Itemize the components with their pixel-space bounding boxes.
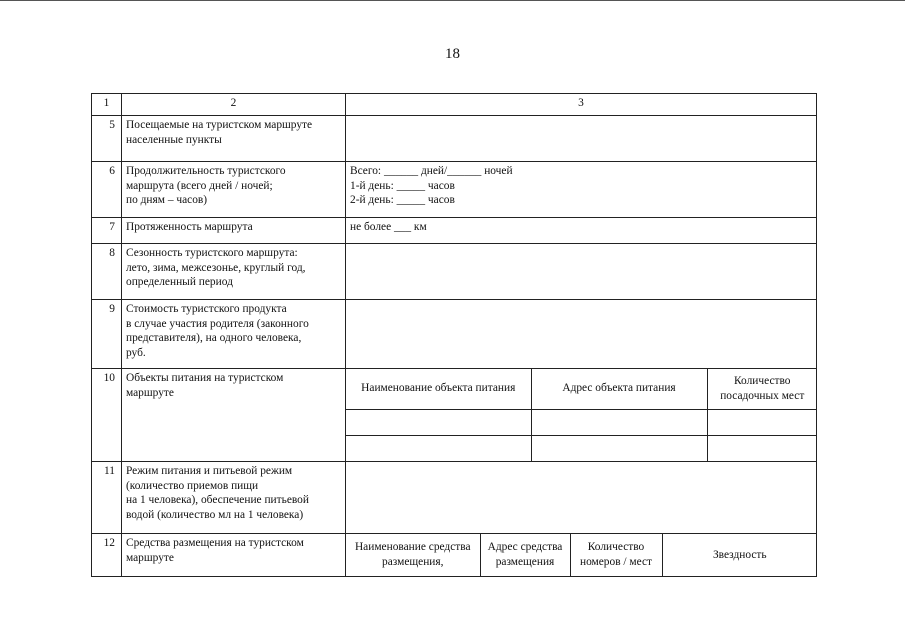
row-value-empty xyxy=(346,244,817,300)
label-line: Продолжительность туристского xyxy=(126,165,286,177)
sub-cell-empty xyxy=(531,409,707,435)
sub-header-catering-address: Адрес объекта питания xyxy=(531,369,707,409)
row-label xyxy=(122,462,346,534)
sub-header-seat-count: Количество посадочных мест xyxy=(707,369,817,409)
table-row xyxy=(92,218,817,244)
row-label xyxy=(122,116,346,162)
label-line: определенный период xyxy=(126,276,233,289)
sub-header-accommodation-name: Наименование средства размещения, xyxy=(346,534,480,576)
label-line: Протяженность маршрута xyxy=(126,221,253,233)
table-row xyxy=(92,300,817,369)
row-number: 9 xyxy=(92,300,122,369)
row-label xyxy=(122,369,346,462)
sub-cell-empty xyxy=(707,435,817,461)
label-line: по дням – часов) xyxy=(126,194,208,207)
row-number: 5 xyxy=(92,116,122,162)
row-number: 12 xyxy=(92,534,122,577)
page-top-edge xyxy=(0,0,905,1)
table-row xyxy=(92,462,817,534)
label-line: представителя), на одного человека, xyxy=(126,332,302,345)
row-value xyxy=(346,218,817,244)
row-number: 11 xyxy=(92,462,122,534)
route-info-table xyxy=(91,93,817,577)
table-row xyxy=(92,244,817,300)
sub-header-star-rating: Звездность xyxy=(662,534,817,576)
table-header-row xyxy=(92,94,817,116)
label-line: маршруте xyxy=(126,386,174,399)
sub-cell-empty xyxy=(531,435,707,461)
sub-cell-empty xyxy=(707,409,817,435)
table-row xyxy=(92,534,817,577)
sub-cell-empty xyxy=(346,435,531,461)
row-label xyxy=(122,218,346,244)
value-line: не более ___ км xyxy=(350,221,427,233)
row-number: 7 xyxy=(92,218,122,244)
row-number: 8 xyxy=(92,244,122,300)
header-col-1: 1 xyxy=(92,94,122,116)
label-line: водой (количество мл на 1 человека) xyxy=(126,508,304,521)
label-line: населенные пункты xyxy=(126,133,222,146)
value-line: 2-й день: _____ часов xyxy=(350,194,455,207)
sub-header-catering-name: Наименование объекта питания xyxy=(346,369,531,409)
header-col-2: 2 xyxy=(122,94,346,116)
row-value-empty xyxy=(346,300,817,369)
value-line: Всего: ______ дней/______ ночей xyxy=(350,165,513,177)
sub-cell-empty xyxy=(346,409,531,435)
table-row xyxy=(92,369,817,462)
row-value xyxy=(346,162,817,218)
row-label xyxy=(122,244,346,300)
row-number: 10 xyxy=(92,369,122,462)
row-number: 6 xyxy=(92,162,122,218)
row-label xyxy=(122,534,346,577)
label-line: Режим питания и питьевой режим xyxy=(126,465,293,477)
label-line: Сезонность туристского маршрута: xyxy=(126,247,298,259)
label-line: Объекты питания на туристском xyxy=(126,372,284,384)
catering-subtable-cell xyxy=(346,369,817,462)
catering-subtable xyxy=(346,369,817,461)
page-number: 18 xyxy=(445,46,460,62)
row-label xyxy=(122,162,346,218)
table-row xyxy=(92,116,817,162)
sub-header-room-count: Количество номеров / мест xyxy=(570,534,662,576)
row-value-empty xyxy=(346,462,817,534)
table-row xyxy=(92,162,817,218)
row-value-empty xyxy=(346,116,817,162)
sub-header-accommodation-address: Адрес средства размещения xyxy=(480,534,570,576)
header-col-3: 3 xyxy=(346,94,817,116)
label-line: маршрута (всего дней / ночей; xyxy=(126,179,273,192)
label-line: в случае участия родителя (законного xyxy=(126,317,309,330)
label-line: Посещаемые на туристском маршруте xyxy=(126,119,313,131)
label-line: (количество приемов пищи xyxy=(126,479,259,492)
accommodation-subtable xyxy=(346,534,817,576)
label-line: Стоимость туристского продукта xyxy=(126,303,287,315)
row-label xyxy=(122,300,346,369)
value-line: 1-й день: _____ часов xyxy=(350,179,455,192)
label-line: Средства размещения на туристском xyxy=(126,537,304,549)
label-line: лето, зима, межсезонье, круглый год, xyxy=(126,261,306,274)
label-line: руб. xyxy=(126,346,146,359)
label-line: на 1 человека), обеспечение питьевой xyxy=(126,494,309,507)
label-line: маршруте xyxy=(126,551,174,564)
accommodation-subtable-cell xyxy=(346,534,817,577)
